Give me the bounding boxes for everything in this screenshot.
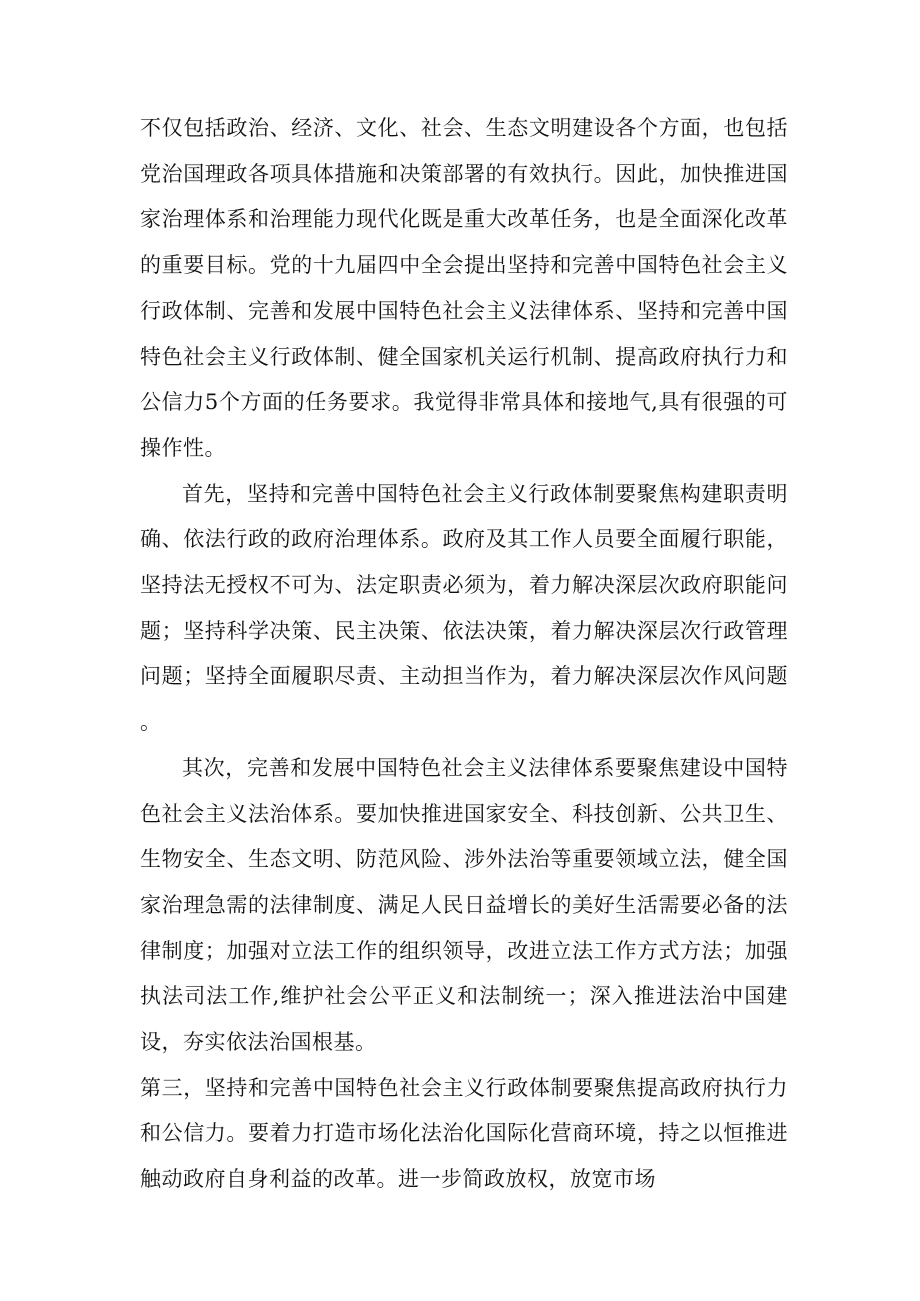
paragraph-2: 首先，坚持和完善中国特色社会主义行政体制要聚焦构建职责明确、依法行政的政府治理体系。政府及其工作人员要全面履行职能，坚持法无授权不可为、法定职责必须为，着力解决深层次政府职能问题；坚持科学决策、民主决策、依法决策，着力解决深层次行政管理问题；坚持全面履职尽责、主动担当作为，着力解决深层次作风问题。 — [140, 481, 788, 735]
paragraph-3: 其次，完善和发展中国特色社会主义法律体系要聚焦建设中国特色社会主义法治体系。要加快推进国家安全、科技创新、公共卫生、生物安全、生态文明、防范风险、涉外法治等重要领域立法，健全国家治理急需的法律制度、满足人民日益增长的美好生活需要必备的法律制度；加强对立法工作的组织领导，改进立法工作方式方法；加强执法司法工作,维护社会公平正义和法制统一；深入推进法治中国建设，夯实依法治国根基。 — [140, 755, 788, 1055]
paragraph-1: 不仅包括政治、经济、文化、社会、生态文明建设各个方面，也包括党治国理政各项具体措施和决策部署的有效执行。因此，加快推进国家治理体系和治理能力现代化既是重大改革任务，也是全面深化改革的重要目标。党的十九届四中全会提出坚持和完善中国特色社会主义行政体制、完善和发展中国特色社会主义法律体系、坚持和完善中国特色社会主义行政体制、健全国家机关运行机制、提高政府执行力和公信力5个方面的任务要求。我觉得非常具体和接地气,具有很强的可操作性。 — [140, 116, 788, 460]
paragraph-4: 第三，坚持和完善中国特色社会主义行政体制要聚焦提高政府执行力和公信力。要着力打造市场化法治化国际化营商环境，持之以恒推进触动政府自身利益的改革。进一步简政放权，放宽市场 — [140, 1075, 788, 1192]
document-body — [140, 106, 788, 1203]
